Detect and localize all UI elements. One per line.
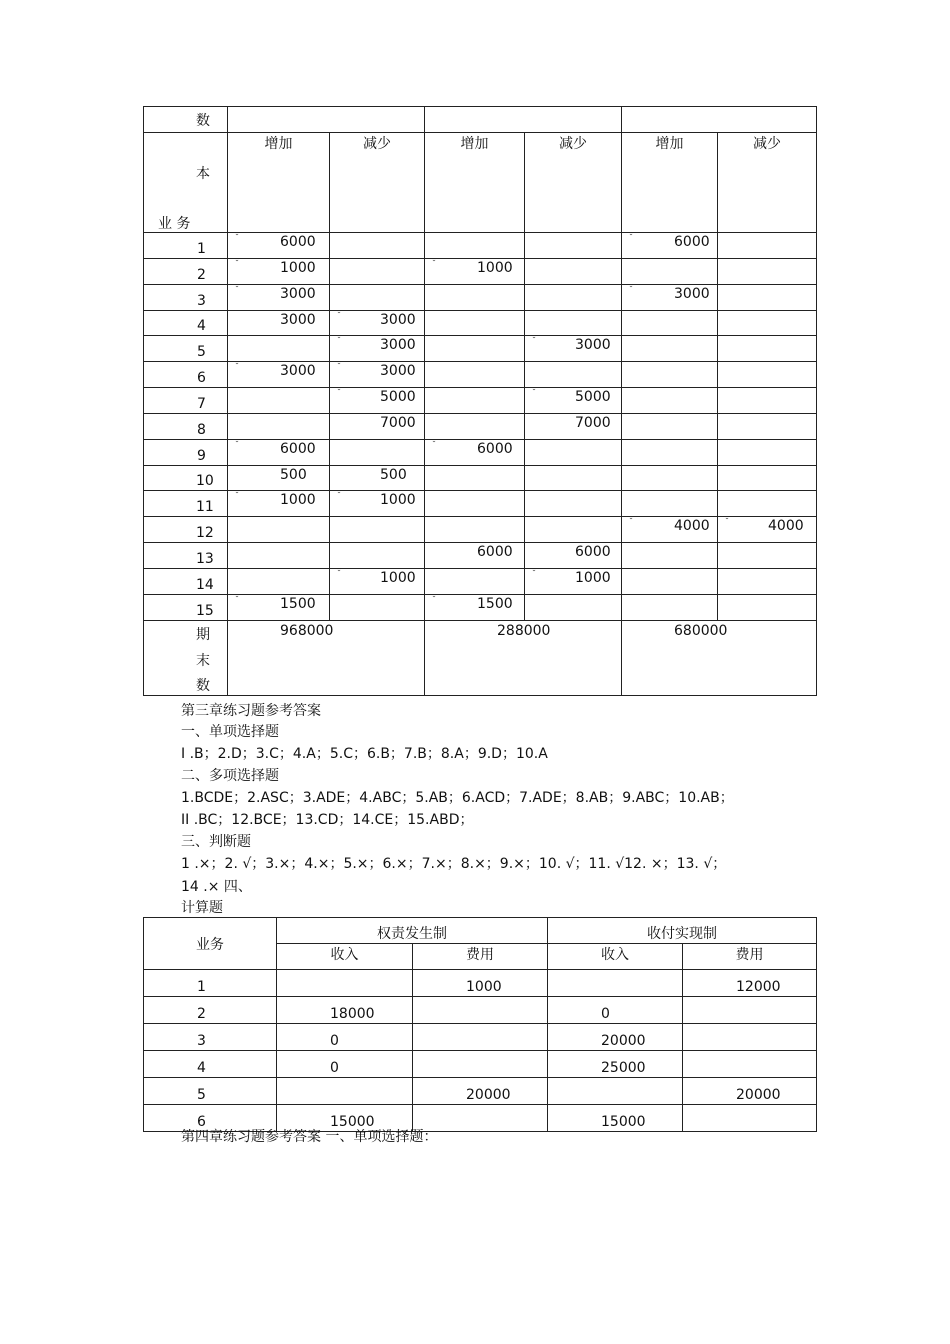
cell-b: 7000	[330, 414, 425, 440]
table-row	[144, 569, 817, 595]
stray-mark: ˘	[235, 362, 239, 371]
table-row	[144, 595, 817, 621]
t2-cell-ce	[683, 1024, 817, 1051]
cell-f	[718, 491, 817, 517]
cell-b	[330, 259, 425, 285]
t2-cell-ce: 12000	[683, 970, 817, 997]
row-number: 15	[144, 595, 228, 621]
ledger-change-table	[143, 106, 817, 696]
cell-c	[425, 362, 525, 388]
stray-mark: ˘	[235, 285, 239, 294]
t2-cell-ce: 20000	[683, 1078, 817, 1105]
row-number: 5	[144, 336, 228, 362]
cell-c	[425, 285, 525, 311]
t2-cell-ce	[683, 997, 817, 1024]
cell-a	[228, 517, 330, 543]
cell-a: 3000 ˘	[228, 285, 330, 311]
cell-d	[525, 466, 622, 491]
cell-d	[525, 595, 622, 621]
row-number: 14	[144, 569, 228, 595]
col-decrease-2: 减少	[525, 133, 622, 233]
stray-mark: ˘	[235, 259, 239, 268]
table-row	[144, 517, 817, 543]
cell-c: 6000 ˘	[425, 440, 525, 466]
cell-a	[228, 543, 330, 569]
table-row	[144, 1078, 817, 1105]
cell-d	[525, 517, 622, 543]
t2-cell-ci: 20000	[548, 1024, 683, 1051]
table-row	[144, 362, 817, 388]
t2-cell-ae: 20000	[413, 1078, 548, 1105]
t2-row-number: 5	[144, 1078, 277, 1105]
cell-e	[622, 414, 718, 440]
chapter3-single-answers: I .B；2.D；3.C；4.A；5.C；6.B；7.B；8.A；9.D；10.A	[181, 746, 548, 762]
cell-a: 1000 ˘	[228, 259, 330, 285]
row-number: 11	[144, 491, 228, 517]
stray-mark: ˘	[235, 491, 239, 500]
cell-b	[330, 233, 425, 259]
t2-cell-ai	[277, 970, 413, 997]
t2-header-cash: 收付实现制	[548, 918, 817, 944]
t2-row-number: 6	[144, 1105, 277, 1132]
table-row	[144, 285, 817, 311]
stray-mark: ˘	[337, 388, 341, 397]
cell-b	[330, 543, 425, 569]
stray-mark: ˘	[629, 233, 633, 242]
cell-a	[228, 336, 330, 362]
t2-cell-ai: 18000	[277, 997, 413, 1024]
col-increase-3: 增加	[622, 133, 718, 233]
cell-b: 5000 ˘	[330, 388, 425, 414]
cell-f	[718, 414, 817, 440]
header-group-1	[228, 107, 425, 133]
row-number: 6	[144, 362, 228, 388]
cell-b: 3000 ˘	[330, 362, 425, 388]
cell-e	[622, 491, 718, 517]
col-decrease-3: 减少	[718, 133, 817, 233]
table-row	[144, 970, 817, 997]
stray-mark: ˘	[432, 440, 436, 449]
stray-mark: ˘	[337, 569, 341, 578]
end-value-1: 968000	[228, 621, 425, 696]
cell-d: 1000 ˘	[525, 569, 622, 595]
row-number: 2	[144, 259, 228, 285]
cell-f	[718, 285, 817, 311]
cell-c: 6000	[425, 543, 525, 569]
t2-cell-ae	[413, 997, 548, 1024]
t2-row-number: 2	[144, 997, 277, 1024]
t2-cell-ci: 0	[548, 997, 683, 1024]
cell-c: 1500 ˘	[425, 595, 525, 621]
cell-f	[718, 440, 817, 466]
t2-row-number: 1	[144, 970, 277, 997]
cell-f	[718, 336, 817, 362]
cell-d	[525, 285, 622, 311]
t2-cell-ai: 15000	[277, 1105, 413, 1132]
chapter3-judge-answers-1: 1 .×；2. √；3.×；4.×；5.×；6.×；7.×；8.×；9.×；10. √；11. √12. ×；13. √；	[181, 856, 727, 872]
t2-cell-ci: 15000	[548, 1105, 683, 1132]
cell-e	[622, 311, 718, 336]
stray-mark: ˘	[235, 595, 239, 604]
cell-e: 3000 ˘	[622, 285, 718, 311]
cell-d	[525, 440, 622, 466]
row-number: 10	[144, 466, 228, 491]
cell-d: 5000 ˘	[525, 388, 622, 414]
cell-a: 500	[228, 466, 330, 491]
cell-f: 4000 ˘	[718, 517, 817, 543]
cell-d: 3000 ˘	[525, 336, 622, 362]
stray-mark: ˘	[532, 336, 536, 345]
stray-mark: ˘	[337, 491, 341, 500]
header-top-cell: 数	[144, 107, 228, 133]
stray-mark: ˘	[432, 259, 436, 268]
t2-header-accrual: 权责发生制	[277, 918, 548, 944]
cell-f	[718, 362, 817, 388]
cell-f	[718, 259, 817, 285]
stray-mark: ˘	[725, 517, 729, 526]
t2-header-accrual-income: 收入	[277, 944, 413, 970]
cell-d: 7000	[525, 414, 622, 440]
header-group-3	[622, 107, 817, 133]
cell-f	[718, 569, 817, 595]
chapter4-title: 第四章练习题参考答案 一、单项选择题：	[181, 1129, 438, 1145]
row-number: 3	[144, 285, 228, 311]
col-increase-1: 增加	[228, 133, 330, 233]
header-group-2	[425, 107, 622, 133]
cell-c: 1000 ˘	[425, 259, 525, 285]
col-decrease-1: 减少	[330, 133, 425, 233]
stray-mark: ˘	[532, 569, 536, 578]
t2-header-cash-expense: 费用	[683, 944, 817, 970]
cell-f	[718, 466, 817, 491]
cell-b	[330, 440, 425, 466]
t2-cell-ci	[548, 1078, 683, 1105]
cell-c	[425, 466, 525, 491]
t2-cell-ae	[413, 1051, 548, 1078]
cell-d: 6000	[525, 543, 622, 569]
cell-e	[622, 336, 718, 362]
cell-e	[622, 440, 718, 466]
cell-c	[425, 233, 525, 259]
chapter3-section-calc: 计算题	[181, 900, 223, 916]
t2-cell-ce	[683, 1105, 817, 1132]
cell-e: 4000 ˘	[622, 517, 718, 543]
cell-f	[718, 311, 817, 336]
stray-mark: ˘	[337, 336, 341, 345]
t2-header-accrual-expense: 费用	[413, 944, 548, 970]
cell-e: 6000 ˘	[622, 233, 718, 259]
end-value-2: 288000	[425, 621, 622, 696]
stray-mark: ˘	[337, 311, 341, 320]
t2-cell-ce	[683, 1051, 817, 1078]
cell-e	[622, 543, 718, 569]
cell-c	[425, 569, 525, 595]
cell-d	[525, 259, 622, 285]
cell-e	[622, 362, 718, 388]
stray-mark: ˘	[432, 595, 436, 604]
cell-c	[425, 311, 525, 336]
table-row	[144, 259, 817, 285]
cell-b: 3000 ˘	[330, 311, 425, 336]
table-row	[144, 543, 817, 569]
row-number: 4	[144, 311, 228, 336]
cell-b: 1000 ˘	[330, 491, 425, 517]
cell-b	[330, 517, 425, 543]
row-number: 12	[144, 517, 228, 543]
cell-c	[425, 491, 525, 517]
t2-cell-ai: 0	[277, 1024, 413, 1051]
chapter3-section-single: 一、单项选择题	[181, 724, 279, 740]
cell-e	[622, 569, 718, 595]
row-number: 9	[144, 440, 228, 466]
table-row	[144, 1051, 817, 1078]
row-number: 13	[144, 543, 228, 569]
t2-cell-ai: 0	[277, 1051, 413, 1078]
cell-b: 500	[330, 466, 425, 491]
cell-f	[718, 595, 817, 621]
end-label-cell: 期 末 数	[144, 621, 228, 696]
stray-mark: ˘	[235, 233, 239, 242]
t2-cell-ae: 1000	[413, 970, 548, 997]
cell-b: 1000 ˘	[330, 569, 425, 595]
col-increase-2: 增加	[425, 133, 525, 233]
cell-b	[330, 285, 425, 311]
chapter3-judge-answers-2: 14 .× 四、	[181, 879, 252, 895]
t2-row-number: 4	[144, 1051, 277, 1078]
row-number: 1	[144, 233, 228, 259]
table-row	[144, 466, 817, 491]
table-row	[144, 440, 817, 466]
cell-d	[525, 233, 622, 259]
cell-a	[228, 388, 330, 414]
chapter3-section-multi: 二、多项选择题	[181, 768, 279, 784]
cell-a	[228, 569, 330, 595]
cell-e	[622, 259, 718, 285]
cell-f	[718, 543, 817, 569]
table-row	[144, 414, 817, 440]
stray-mark: ˘	[629, 285, 633, 294]
t2-cell-ci: 25000	[548, 1051, 683, 1078]
end-value-3: 680000	[622, 621, 817, 696]
cell-a: 6000 ˘	[228, 233, 330, 259]
cell-a	[228, 414, 330, 440]
stray-mark: ˘	[337, 362, 341, 371]
stray-mark: ˘	[629, 517, 633, 526]
t2-cell-ci	[548, 970, 683, 997]
t2-header-cash-income: 收入	[548, 944, 683, 970]
row-number: 7	[144, 388, 228, 414]
cell-e	[622, 595, 718, 621]
t2-header-business: 业务	[144, 918, 277, 970]
table-row	[144, 311, 817, 336]
table-row	[144, 997, 817, 1024]
cell-a: 1500 ˘	[228, 595, 330, 621]
cell-a: 3000 ˘	[228, 362, 330, 388]
cell-f	[718, 233, 817, 259]
cell-c	[425, 414, 525, 440]
cell-e	[622, 466, 718, 491]
cell-d	[525, 362, 622, 388]
t2-cell-ai	[277, 1078, 413, 1105]
cell-d	[525, 311, 622, 336]
row-number: 8	[144, 414, 228, 440]
table-row	[144, 336, 817, 362]
cell-a: 6000 ˘	[228, 440, 330, 466]
table-row	[144, 388, 817, 414]
cell-f	[718, 388, 817, 414]
cell-b	[330, 595, 425, 621]
t2-cell-ae	[413, 1024, 548, 1051]
cell-b: 3000 ˘	[330, 336, 425, 362]
chapter3-multi-answers-1: 1.BCDE；2.ASC；3.ADE；4.ABC；5.AB；6.ACD；7.ADE；8.AB；9.ABC；10.AB；	[181, 790, 734, 806]
chapter3-section-judge: 三、判断题	[181, 834, 251, 850]
cell-d	[525, 491, 622, 517]
table-row	[144, 491, 817, 517]
table-row	[144, 233, 817, 259]
cell-c	[425, 388, 525, 414]
stray-mark: ˘	[532, 388, 536, 397]
cell-c	[425, 517, 525, 543]
chapter3-title: 第三章练习题参考答案	[181, 703, 321, 719]
table-row	[144, 1024, 817, 1051]
stray-mark: ˘	[235, 440, 239, 449]
cell-e	[622, 388, 718, 414]
accrual-vs-cash-table	[143, 917, 817, 1132]
chapter3-multi-answers-2: II .BC；12.BCE；13.CD；14.CE；15.ABD；	[181, 812, 474, 828]
t2-row-number: 3	[144, 1024, 277, 1051]
header-business-cell: 本 业 务	[144, 133, 228, 233]
cell-c	[425, 336, 525, 362]
cell-a: 1000 ˘	[228, 491, 330, 517]
cell-a: 3000	[228, 311, 330, 336]
